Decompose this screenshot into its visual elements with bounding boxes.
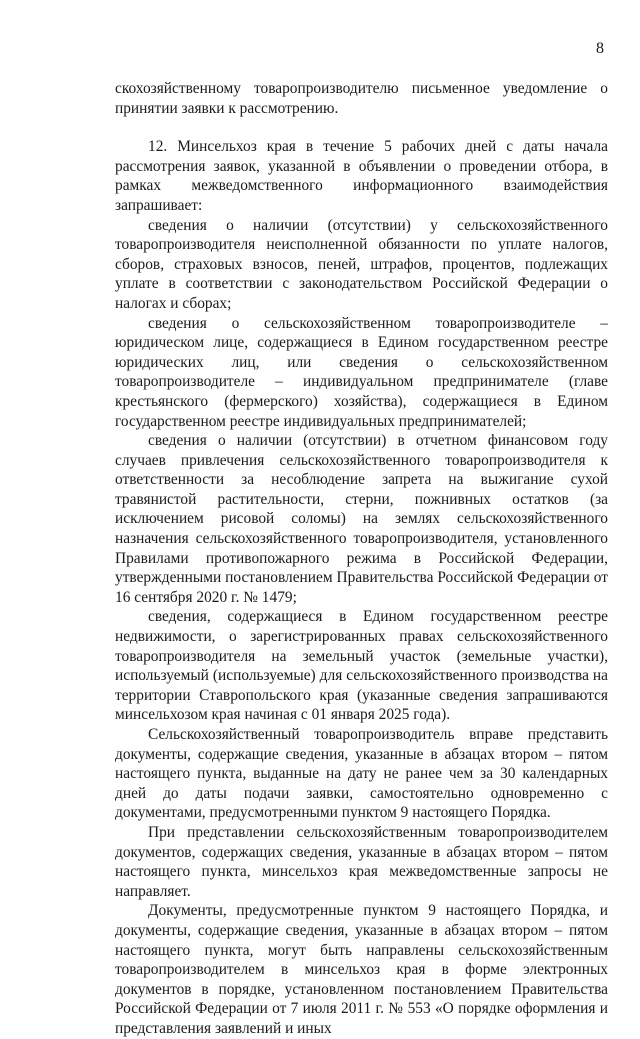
paragraph-item-12: 12. Минсельхоз края в течение 5 рабочих дней с даты начала рассмотрения заявок, указанной в объявлении о проведении отбора, в рамках межведомственного информационного взаимодействия запрашивает: (115, 138, 608, 214)
paragraph-real-estate-info: сведения, содержащиеся в Едином государственном реестре недвижимости, о зарегистрированных правах сельскохозяйственного товаропроизводителя на земельный участок (земельные участки), используемый (используемые) для сельскохозяйственного производства на территории Ставропольского края (указанные сведения запрашиваются минсельхозом края начиная с 01 января 2025 года). (115, 608, 608, 724)
page-number: 8 (596, 40, 604, 57)
paragraph-right-to-submit: Сельскохозяйственный товаропроизводитель вправе представить документы, содержащие сведения, указанные в абзацах втором – пятом настоящего пункта, выданные на дату не ранее чем за 30 календарных дней до даты подачи заявки, самостоятельно одновременно с документами, предусмотренными пунктом 9 настоящего Порядка. (115, 726, 608, 822)
paragraph-continuation: скохозяйственному товаропроизводителю письменное уведомление о принятии заявки к рассмотрению. (115, 80, 608, 117)
paragraph-fire-safety-info: сведения о наличии (отсутствии) в отчетном финансовом году случаев привлечения сельскохозяйственного товаропроизводителя к ответственности за несоблюдение запрета на выжигание сухой травянистой растительности, стерни, пожнивных остатков (за исключением рисовой соломы) на землях сельскохозяйственного назначения сельскохозяйственного товаропроизводителя, установленного Правилами противопожарного режима в Российской Федерации, утвержденными постановлением Правительства Российской Федерации от 16 сентября 2020 г. № 1479; (115, 432, 608, 606)
paragraph-tax-info: сведения о наличии (отсутствии) у сельскохозяйственного товаропроизводителя неисполненной обязанности по уплате налогов, сборов, страховых взносов, пеней, штрафов, процентов, подлежащих уплате в соответствии с законодательством Российской Федерации о налогах и сборах; (115, 216, 608, 312)
paragraph-electronic-documents: Документы, предусмотренные пунктом 9 настоящего Порядка, и документы, содержащие сведения, указанные в абзацах втором – пятом настоящего пункта, могут быть направлены сельскохозяйственным товаропроизводителем в минсельхоз края в форме электронных документов в порядке, установленном постановлением Правительства Российской Федерации от 7 июля 2011 г. № 553 «О порядке оформления и представления заявлений и иных (115, 902, 608, 1037)
paragraph-no-requests: При представлении сельскохозяйственным товаропроизводителем документов, содержащих сведения, указанные в абзацах втором – пятом настоящего пункта, минсельхоз края межведомственные запросы не направляет. (115, 823, 608, 900)
document-body (115, 79, 608, 1039)
paragraph-registry-info: сведения о сельскохозяйственном товаропроизводителе – юридическом лице, содержащиеся в Едином государственном реестре юридических лиц, или сведения о сельскохозяйственном товаропроизводителе – индивидуальном предпринимателе (главе крестьянского (фермерского) хозяйства), содержащиеся в Едином государственном реестре индивидуальных предпринимателей; (115, 314, 608, 430)
